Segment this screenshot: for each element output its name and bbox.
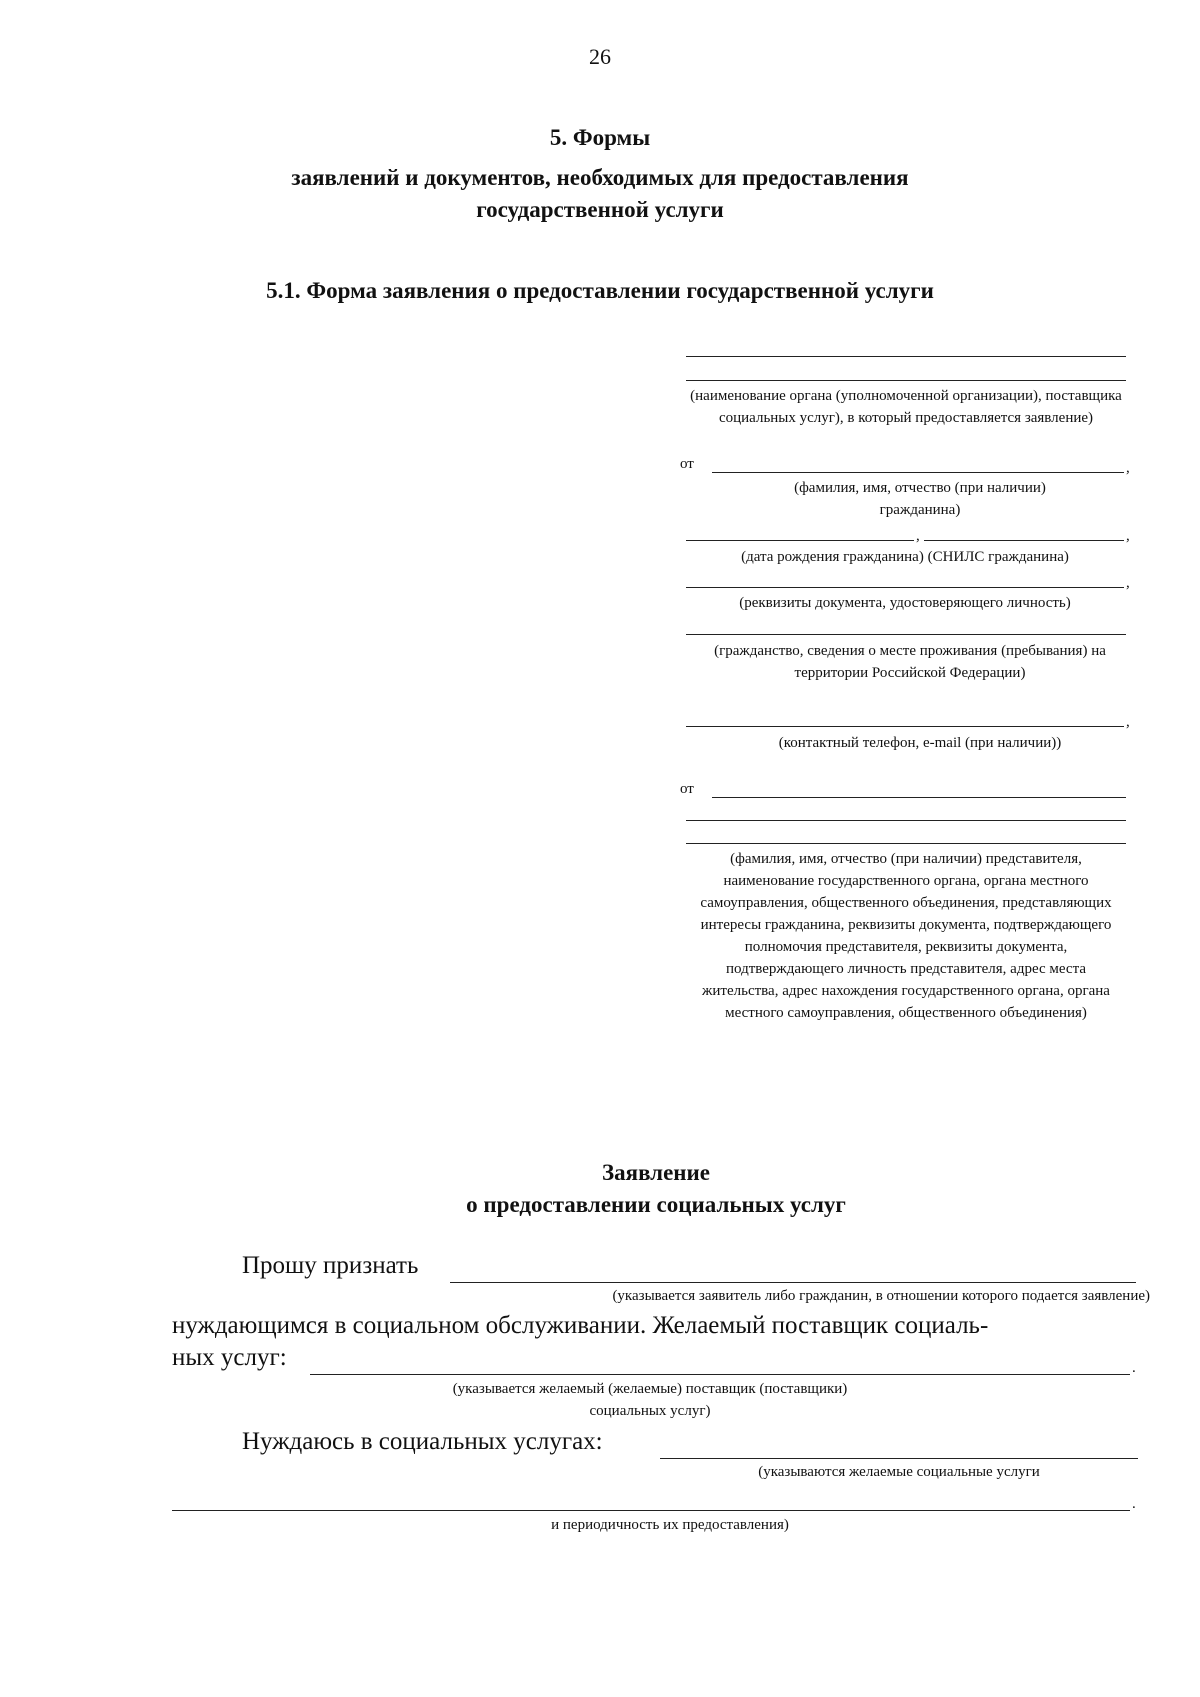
citizenship-line [686,634,1126,635]
birth-snils-caption: (дата рождения гражданина) (СНИЛС гражданина) [741,549,1069,565]
services-caption-1: (указываются желаемые социальные услуги [758,1464,1040,1480]
application-subtitle: о предоставлении социальных услуг [466,1192,846,1217]
representative-line-1 [712,797,1126,798]
birth-date-line [686,540,914,541]
contacts-line [686,726,1124,727]
comma: , [1126,528,1130,544]
id-doc-caption: (реквизиты документа, удостоверяющего личность) [739,595,1071,611]
citizenship-caption: (гражданство, сведения о месте проживания (пребывания) на территории Российской Федерации) [714,643,1106,681]
id-doc-line [686,587,1124,588]
application-title: Заявление [601,1160,711,1185]
need-text: нуждающимся в социальном обслуживании. Желаемый поставщик социаль- [172,1312,989,1339]
services-caption-2: и периодичность их предоставления) [551,1517,789,1533]
request-label: Прошу признать [242,1252,419,1279]
organ-caption: (наименование органа (уполномоченной организации), поставщика социальных услуг), в который предоставляется заявление) [690,388,1122,426]
provider-line [310,1374,1130,1375]
provider-label: ных услуг: [172,1344,287,1371]
citizen-name-caption: (фамилия, имя, отчество (при наличии) гражданина) [794,480,1046,518]
comma: , [916,528,920,544]
provider-caption-1: (указывается желаемый (желаемые) поставщик (поставщики) [452,1381,848,1397]
section-subtitle-2: государственной услуги [476,197,724,222]
services-label: Нуждаюсь в социальных услугах: [242,1428,603,1455]
comma: , [1126,460,1130,476]
organ-line-2 [686,380,1126,381]
citizen-name-line [712,472,1124,473]
from-label-2: от [680,781,694,797]
services-line-2 [172,1510,1130,1511]
snils-line [924,540,1124,541]
section-title: 5. Формы [549,125,651,150]
contacts-caption: (контактный телефон, e-mail (при наличии)) [778,735,1062,751]
representative-line-2 [686,820,1126,821]
provider-caption-2: социальных услуг) [589,1403,711,1419]
period: . [1132,1360,1136,1376]
applicant-line [450,1282,1136,1283]
section-subtitle-1: заявлений и документов, необходимых для предоставления [291,165,909,190]
representative-caption: (фамилия, имя, отчество (при наличии) представителя, наименование государственного органа, органа местного самоуправления, общественного объединения, представляющих интересы гражданина, реквизиты документа, подтверждающего полномочия представителя, реквизиты документа, подтверждающего личность представителя, адрес места жительства, адрес нахождения государственного органа, органа местного самоуправления, общественного объединения) [700,851,1112,1021]
subsection-title: 5.1. Форма заявления о предоставлении государственной услуги [266,278,934,303]
from-label: от [680,456,694,472]
applicant-caption: (указывается заявитель либо гражданин, в отношении которого подается заявление) [612,1288,1150,1304]
representative-line-3 [686,843,1126,844]
comma: , [1126,575,1130,591]
comma: , [1126,714,1130,730]
period: . [1132,1496,1136,1512]
services-line-1 [660,1458,1138,1459]
page-number: 26 [589,44,611,69]
organ-line-1 [686,356,1126,357]
